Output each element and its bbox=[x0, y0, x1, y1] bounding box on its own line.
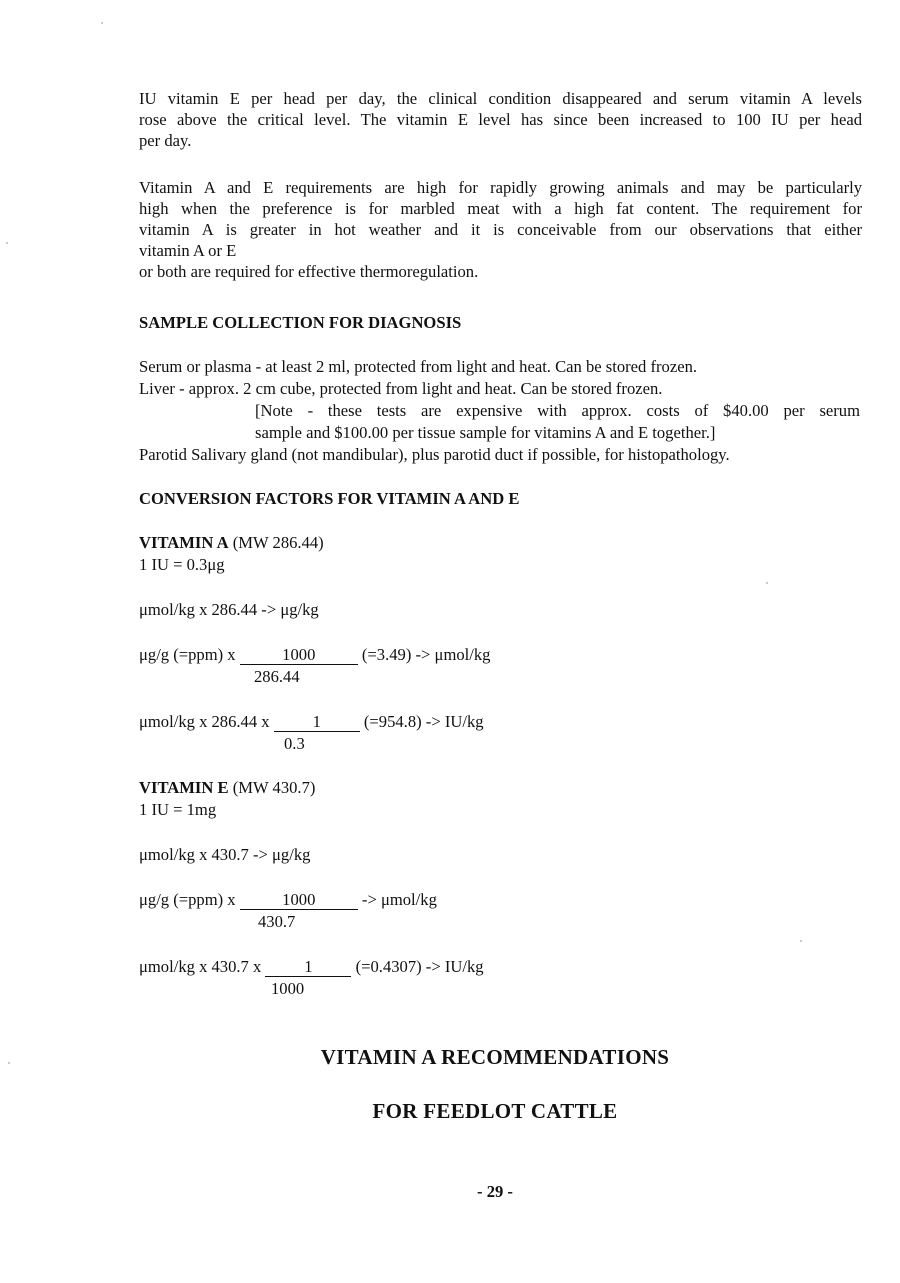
fraction-numerator: 1000 bbox=[240, 646, 358, 665]
liver-line: Liver - approx. 2 cm cube, protected from light and heat. Can be stored frozen. bbox=[139, 379, 663, 398]
formula-suffix: -> μmol/kg bbox=[361, 890, 437, 909]
formula-suffix: (=0.4307) -> IU/kg bbox=[355, 957, 484, 976]
vitamin-e-iu: 1 IU = 1mg bbox=[139, 800, 217, 819]
vitamin-a-formula-1: μmol/kg x 286.44 -> μg/kg bbox=[139, 600, 319, 619]
fraction-numerator: 1000 bbox=[240, 891, 358, 910]
parotid-line: Parotid Salivary gland (not mandibular), plus parotid duct if possible, for histopathology. bbox=[139, 445, 730, 464]
formula-suffix: (=3.49) -> μmol/kg bbox=[361, 645, 491, 664]
section-title-line-1: VITAMIN A RECOMMENDATIONS bbox=[320, 1045, 670, 1069]
note-line-1: [Note - these tests are expensive with approx. costs of $40.00 per serum bbox=[255, 401, 860, 420]
scan-speck bbox=[101, 22, 103, 24]
serum-line: Serum or plasma - at least 2 ml, protected from light and heat. Can be stored frozen. bbox=[139, 357, 698, 376]
page-number: - 29 - bbox=[477, 1182, 513, 1201]
scan-speck bbox=[800, 940, 802, 942]
formula-prefix: μmol/kg x 430.7 x bbox=[139, 957, 262, 976]
scan-speck bbox=[6, 242, 8, 244]
fraction-numerator: 1 bbox=[265, 958, 351, 977]
sample-collection-heading: SAMPLE COLLECTION FOR DIAGNOSIS bbox=[139, 313, 462, 332]
formula-prefix: μg/g (=ppm) x bbox=[139, 890, 236, 909]
fraction-denominator: 1000 bbox=[271, 979, 305, 998]
formula-prefix: μmol/kg x 286.44 x bbox=[139, 712, 270, 731]
note-line-2: sample and $100.00 per tissue sample for vitamins A and E together.] bbox=[255, 423, 716, 442]
vitamin-a-formula-2 bbox=[139, 644, 490, 665]
formula-suffix: (=954.8) -> IU/kg bbox=[363, 712, 484, 731]
fraction-denominator: 430.7 bbox=[258, 912, 296, 931]
fraction-numerator: 1 bbox=[274, 713, 360, 732]
paragraph-line: Vitamin A and E requirements are high for rapidly growing animals and may be particularly bbox=[139, 178, 862, 197]
vitamin-a-mw: (MW 286.44) bbox=[232, 533, 324, 552]
vitamin-a-formula-3 bbox=[139, 711, 484, 732]
paragraph-1 bbox=[139, 88, 862, 151]
conversion-heading: CONVERSION FACTORS FOR VITAMIN A AND E bbox=[139, 489, 520, 508]
vitamin-a-iu: 1 IU = 0.3μg bbox=[139, 555, 225, 574]
paragraph-line: per day. bbox=[139, 131, 192, 150]
formula-prefix: μg/g (=ppm) x bbox=[139, 645, 236, 664]
vitamin-e-formula-1: μmol/kg x 430.7 -> μg/kg bbox=[139, 845, 311, 864]
vitamin-e-formula-3 bbox=[139, 956, 484, 977]
paragraph-line: vitamin A or E bbox=[139, 241, 237, 260]
fraction-denominator: 0.3 bbox=[284, 734, 305, 753]
paragraph-2 bbox=[139, 177, 862, 282]
scan-speck bbox=[766, 582, 768, 584]
vitamin-e-title bbox=[139, 777, 315, 798]
fraction-denominator: 286.44 bbox=[254, 667, 300, 686]
section-title-line-2: FOR FEEDLOT CATTLE bbox=[372, 1099, 618, 1123]
vitamin-a-label: VITAMIN A bbox=[139, 533, 229, 552]
paragraph-line: or both are required for effective thermoregulation. bbox=[139, 262, 479, 281]
vitamin-e-mw: (MW 430.7) bbox=[232, 778, 316, 797]
paragraph-line: high when the preference is for marbled meat with a high fat content. The requirement for bbox=[139, 199, 862, 218]
scan-speck bbox=[8, 1062, 10, 1064]
vitamin-a-title bbox=[139, 532, 324, 553]
paragraph-line: rose above the critical level. The vitamin E level has since been increased to 100 IU per head bbox=[139, 110, 862, 129]
paragraph-line: IU vitamin E per head per day, the clinical condition disappeared and serum vitamin A levels bbox=[139, 89, 862, 108]
paragraph-line: vitamin A is greater in hot weather and it is conceivable from our observations that either bbox=[139, 220, 862, 239]
vitamin-e-formula-2 bbox=[139, 889, 437, 910]
vitamin-e-label: VITAMIN E bbox=[139, 778, 229, 797]
